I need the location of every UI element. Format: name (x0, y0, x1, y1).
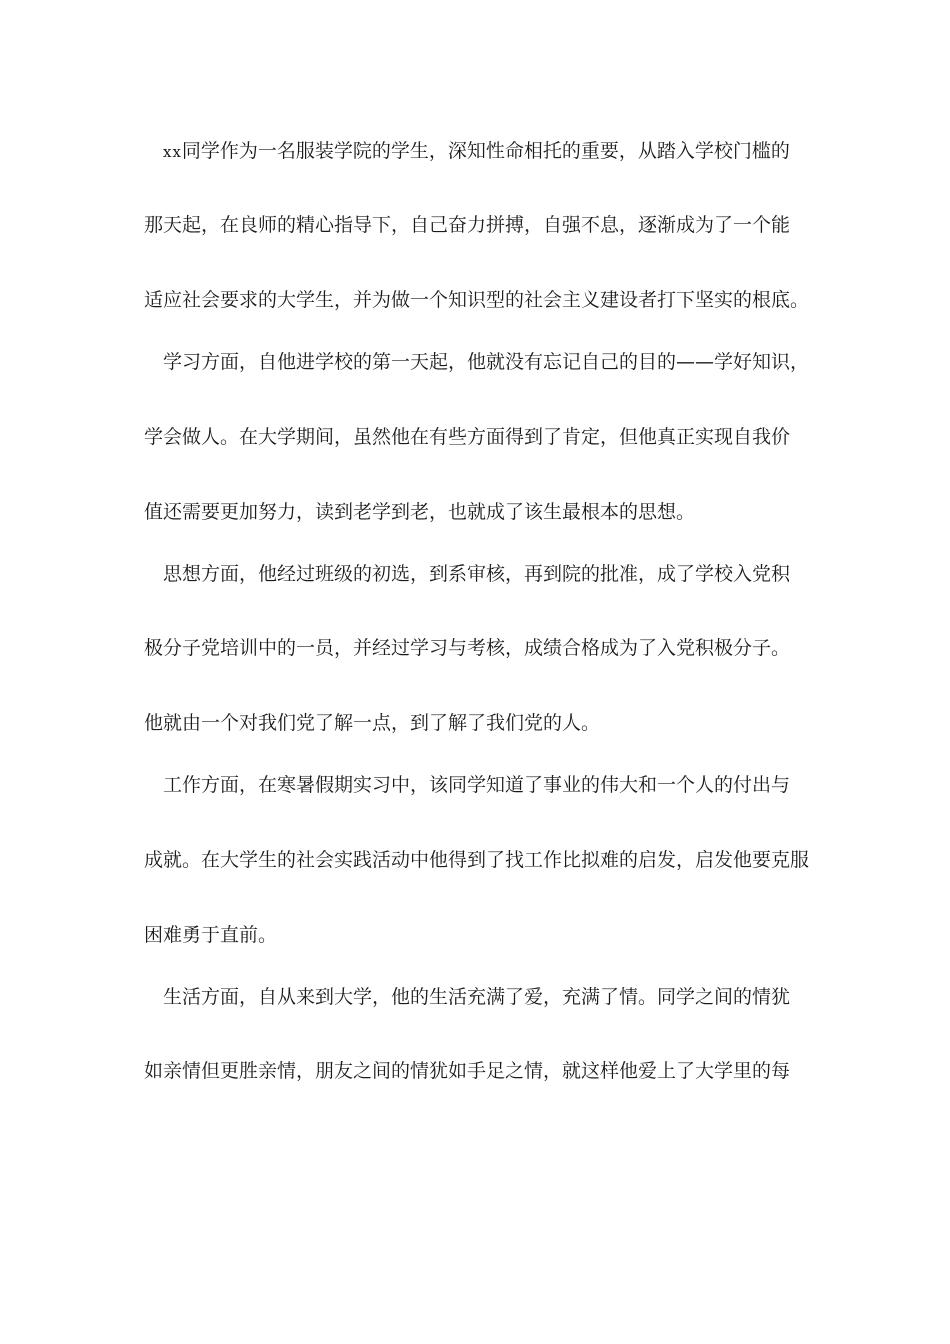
paragraph-thought-line-3: 他就由一个对我们党了解一点，到了解了我们党的人。 (144, 712, 601, 734)
paragraph-study-line-1: 学习方面，自他进学校的第一天起，他就没有忘记自己的目的——学好知识， (163, 351, 810, 373)
paragraph-thought-line-1: 思想方面，他经过班级的初选，到系审核，再到院的批准，成了学校入党积 (163, 563, 791, 585)
paragraph-thought-line-2: 极分子党培训中的一员，并经过学习与考核，成绩合格成为了入党积极分子。 (144, 637, 791, 659)
paragraph-work-line-3: 困难勇于直前。 (144, 924, 278, 946)
paragraph-study-line-3: 值还需要更加努力，读到老学到老，也就成了该生最根本的思想。 (144, 501, 696, 523)
paragraph-life-line-1: 生活方面，自从来到大学，他的生活充满了爱，充满了情。同学之间的情犹 (163, 986, 791, 1008)
paragraph-intro-line-3: 适应社会要求的大学生，并为做一个知识型的社会主义建设者打下坚实的根底。 (144, 289, 810, 311)
paragraph-intro-line-1 (163, 139, 843, 164)
paragraph-study-line-2: 学会做人。在大学期间，虽然他在有些方面得到了肯定，但他真正实现自我价 (144, 426, 791, 448)
paragraph-intro-line-2: 那天起，在良师的精心指导下，自己奋力拼搏，自强不息，逐渐成为了一个能 (144, 214, 791, 236)
line-text: 同学作为一名服装学院的学生，深知性命相托的重要，从踏入学校门槛的 (181, 140, 790, 162)
paragraph-life-line-2: 如亲情但更胜亲情，朋友之间的情犹如手足之情，就这样他爱上了大学里的每 (144, 1060, 791, 1082)
name-placeholder: xx (163, 143, 182, 161)
paragraph-work-line-2: 成就。在大学生的社会实践活动中他得到了找工作比拟难的启发，启发他要克服 (144, 849, 810, 871)
paragraph-work-line-1: 工作方面，在寒暑假期实习中，该同学知道了事业的伟大和一个人的付出与 (163, 774, 791, 796)
